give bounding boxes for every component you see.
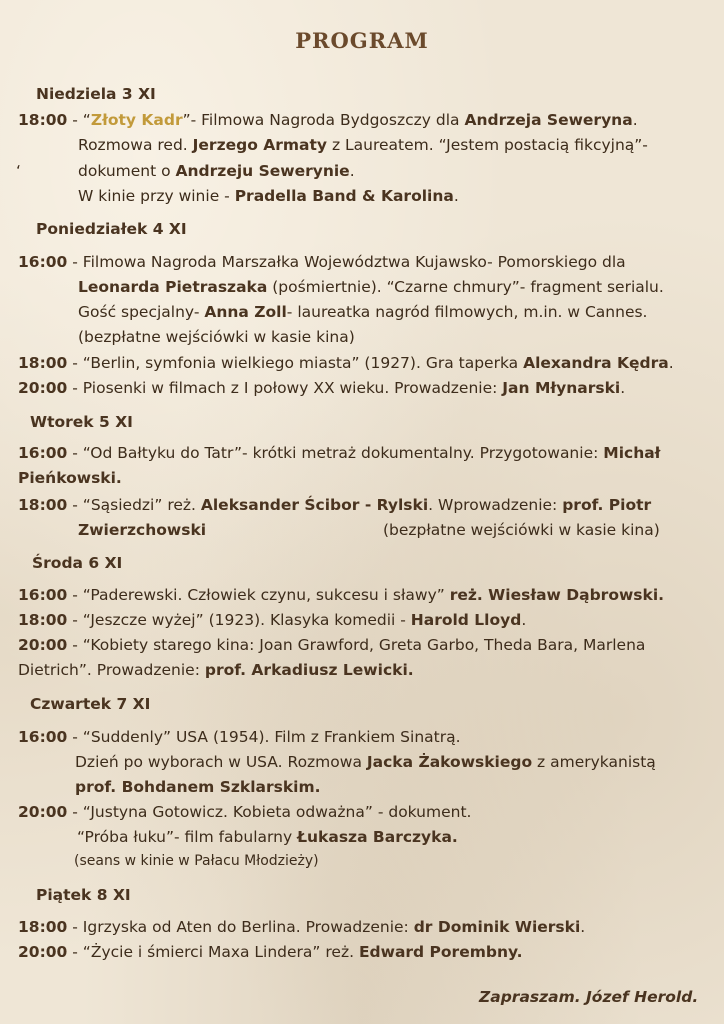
- schedule-entry: 20:00 - “Życie i śmierci Maxa Lindera” reż. Edward Porembny.: [18, 943, 523, 961]
- page-title: PROGRAM: [295, 28, 429, 53]
- day-heading-wednesday: Środa 6 XI: [32, 554, 123, 572]
- day-heading-friday: Piątek 8 XI: [36, 886, 131, 904]
- day-heading-thursday: Czwartek 7 XI: [30, 695, 151, 713]
- schedule-entry: 20:00 - “Kobiety starego kina: Joan Grawford, Greta Garbo, Theda Bara, Marlena: [18, 636, 646, 654]
- day-heading-sunday: Niedziela 3 XI: [36, 85, 156, 103]
- schedule-entry-continued: Dietrich”. Prowadzenie: prof. Arkadiusz Lewicki.: [18, 661, 414, 679]
- schedule-entry-continued: Dzień po wyborach w USA. Rozmowa Jacka Żakowskiego z amerykanistą: [75, 753, 656, 771]
- schedule-entry-continued: Leonarda Pietraszaka (pośmiertnie). “Czarne chmury”- fragment serialu.: [78, 278, 664, 296]
- schedule-entry: 20:00 - “Justyna Gotowicz. Kobieta odważna” - dokument.: [18, 803, 472, 821]
- schedule-entry: 18:00 - “Jeszcze wyżej” (1923). Klasyka komedii - Harold Lloyd.: [18, 611, 527, 629]
- schedule-entry-continued: dokument o Andrzeju Sewerynie.: [78, 162, 355, 180]
- schedule-entry: 18:00 - “Sąsiedzi” reż. Aleksander Ścibor - Rylski. Wprowadzenie: prof. Piotr: [18, 496, 652, 514]
- schedule-entry-continued: (bezpłatne wejściówki w kasie kina): [78, 328, 355, 346]
- stray-mark: ‘: [16, 162, 21, 180]
- schedule-entry-continued: Pieńkowski.: [18, 469, 122, 487]
- signature: Zapraszam. Józef Herold.: [479, 988, 699, 1006]
- schedule-entry-continued: Zwierzchowski: [78, 521, 207, 539]
- schedule-entry-continued: Rozmowa red. Jerzego Armaty z Laureatem. “Jestem postacią fikcyjną”-: [78, 136, 648, 154]
- schedule-entry: 16:00 - “Paderewski. Człowiek czynu, sukcesu i sławy” reż. Wiesław Dąbrowski.: [18, 586, 665, 604]
- schedule-entry-continued: (seans w kinie w Pałacu Młodzieży): [74, 853, 319, 869]
- schedule-entry: 20:00 - Piosenki w filmach z I połowy XX wieku. Prowadzenie: Jan Młynarski.: [18, 379, 626, 397]
- schedule-entry-continued: prof. Bohdanem Szklarskim.: [75, 778, 321, 796]
- schedule-entry-continued: “Próba łuku”- film fabularny Łukasza Barczyka.: [77, 828, 458, 846]
- schedule-entry: 18:00 - Igrzyska od Aten do Berlina. Prowadzenie: dr Dominik Wierski.: [18, 918, 586, 936]
- award-name: Złoty Kadr: [90, 111, 183, 129]
- ticket-note: (bezpłatne wejściówki w kasie kina): [383, 521, 660, 539]
- schedule-entry-continued: W kinie przy winie - Pradella Band & Karolina.: [78, 187, 459, 205]
- schedule-entry-continued: Gość specjalny- Anna Zoll- laureatka nagród filmowych, m.in. w Cannes.: [78, 303, 648, 321]
- schedule-entry: 18:00 - “Złoty Kadr”- Filmowa Nagroda Bydgoszczy dla Andrzeja Seweryna.: [18, 111, 638, 129]
- day-heading-tuesday: Wtorek 5 XI: [30, 413, 133, 431]
- day-heading-monday: Poniedziałek 4 XI: [36, 220, 187, 238]
- schedule-entry: 16:00 - “Suddenly” USA (1954). Film z Frankiem Sinatrą.: [18, 728, 461, 746]
- schedule-entry: 18:00 - “Berlin, symfonia wielkiego miasta” (1927). Gra taperka Alexandra Kędra.: [18, 354, 674, 372]
- schedule-entry: 16:00 - Filmowa Nagroda Marszałka Województwa Kujawsko- Pomorskiego dla: [18, 253, 626, 271]
- schedule-entry: 16:00 - “Od Bałtyku do Tatr”- krótki metraż dokumentalny. Przygotowanie: Michał: [18, 444, 661, 462]
